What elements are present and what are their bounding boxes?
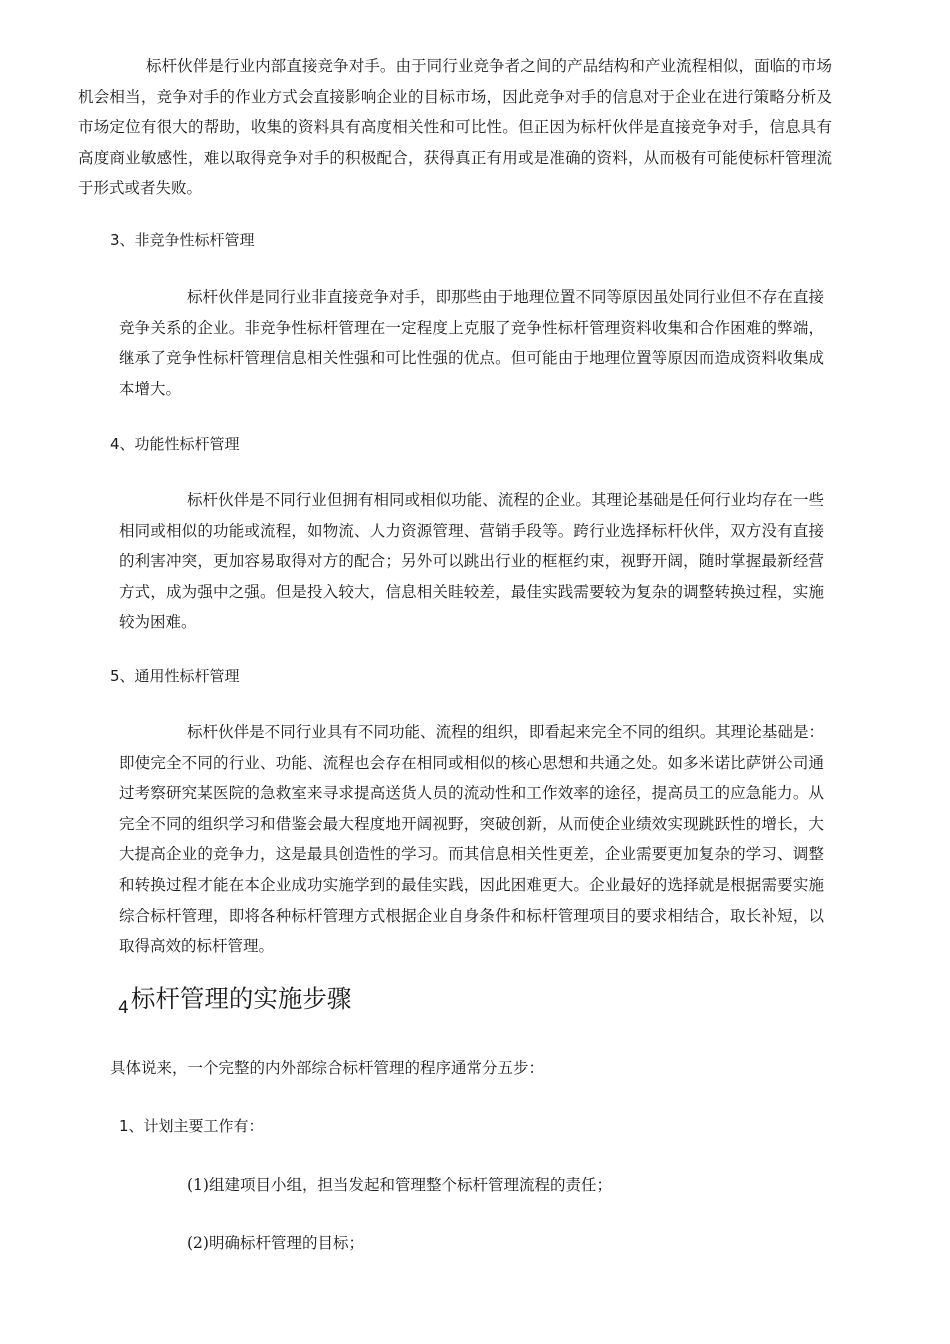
step-1-item-2: (2)明确标杆管理的目标； bbox=[187, 1234, 364, 1252]
paragraph-noncompetitive-benchmarking: 标杆伙伴是同行业非直接竞争对手，即那些由于地理位置不同等原因虽处同行业但不存在直接竞争关系的企业。非竞争性标杆管理在一定程度上克服了竞争性标杆管理资料收集和合作困难的弊端，继承了竞争性标杆管理信息相关性强和可比性强的优点。但可能由于地理位置等原因而造成资料收集成本增大。 bbox=[119, 288, 824, 398]
heading-generic-benchmarking: 5、通用性标杆管理 bbox=[110, 667, 240, 685]
section-number: 4 bbox=[118, 998, 129, 1018]
paragraph-generic-benchmarking: 标杆伙伴是不同行业具有不同功能、流程的组织，即看起来完全不同的组织。其理论基础是：即使完全不同的行业、功能、流程也会存在相同或相似的核心思想和共通之处。如多米诺比萨饼公司通过考察研究某医院的急救室来寻求提高送货人员的流动性和工作效率的途径，提高员工的应急能力。从完全不同的组织学习和借鉴会最大程度地开阔视野，突破创新，从而使企业绩效实现跳跃性的增长，大大提高企业的竞争力，这是最具创造性的学习。而其信息相关性更差，企业需要更加复杂的学习、调整和转换过程才能在本企业成功实施学到的最佳实践，因此困难更大。企业最好的选择就是根据需要实施综合标杆管理，即将各种标杆管理方式根据企业自身条件和标杆管理项目的要求相结合，取长补短，以取得高效的标杆管理。 bbox=[119, 723, 824, 956]
paragraph-competitive-benchmarking: 标杆伙伴是行业内部直接竞争对手。由于同行业竞争者之间的产品结构和产业流程相似，面临的市场机会相当，竞争对手的作业方式会直接影响企业的目标市场，因此竞争对手的信息对于企业在进行策略分析及市场定位有很大的帮助，收集的资料具有高度相关性和可比性。但正因为标杆伙伴是直接竞争对手，信息具有高度商业敏感性，难以取得竞争对手的积极配合，获得真正有用或是准确的资料，从而极有可能使标杆管理流于形式或者失败。 bbox=[78, 57, 832, 198]
section-title-text: 标杆管理的实施步骤 bbox=[130, 984, 352, 1013]
step-1-item-1: (1)组建项目小组，担当发起和管理整个标杆管理流程的责任； bbox=[187, 1176, 612, 1194]
step-1-plan: 1、计划主要工作有： bbox=[119, 1117, 264, 1135]
section-title bbox=[118, 980, 351, 1018]
paragraph-functional-benchmarking: 标杆伙伴是不同行业但拥有相同或相似功能、流程的企业。其理论基础是任何行业均存在一些相同或相似的功能或流程，如物流、人力资源管理、营销手段等。跨行业选择标杆伙伴，双方没有直接的利害冲突，更加容易取得对方的配合；另外可以跳出行业的框框约束，视野开阔，随时掌握最新经营方式，成为强中之强。但是投入较大，信息相关眭较差，最佳实践需要较为复杂的调整转换过程，实施较为困难。 bbox=[119, 491, 824, 632]
heading-noncompetitive-benchmarking: 3、非竞争性标杆管理 bbox=[110, 231, 255, 249]
steps-intro: 具体说来，一个完整的内外部综合标杆管理的程序通常分五步： bbox=[110, 1059, 545, 1077]
heading-functional-benchmarking: 4、功能性标杆管理 bbox=[110, 435, 240, 453]
